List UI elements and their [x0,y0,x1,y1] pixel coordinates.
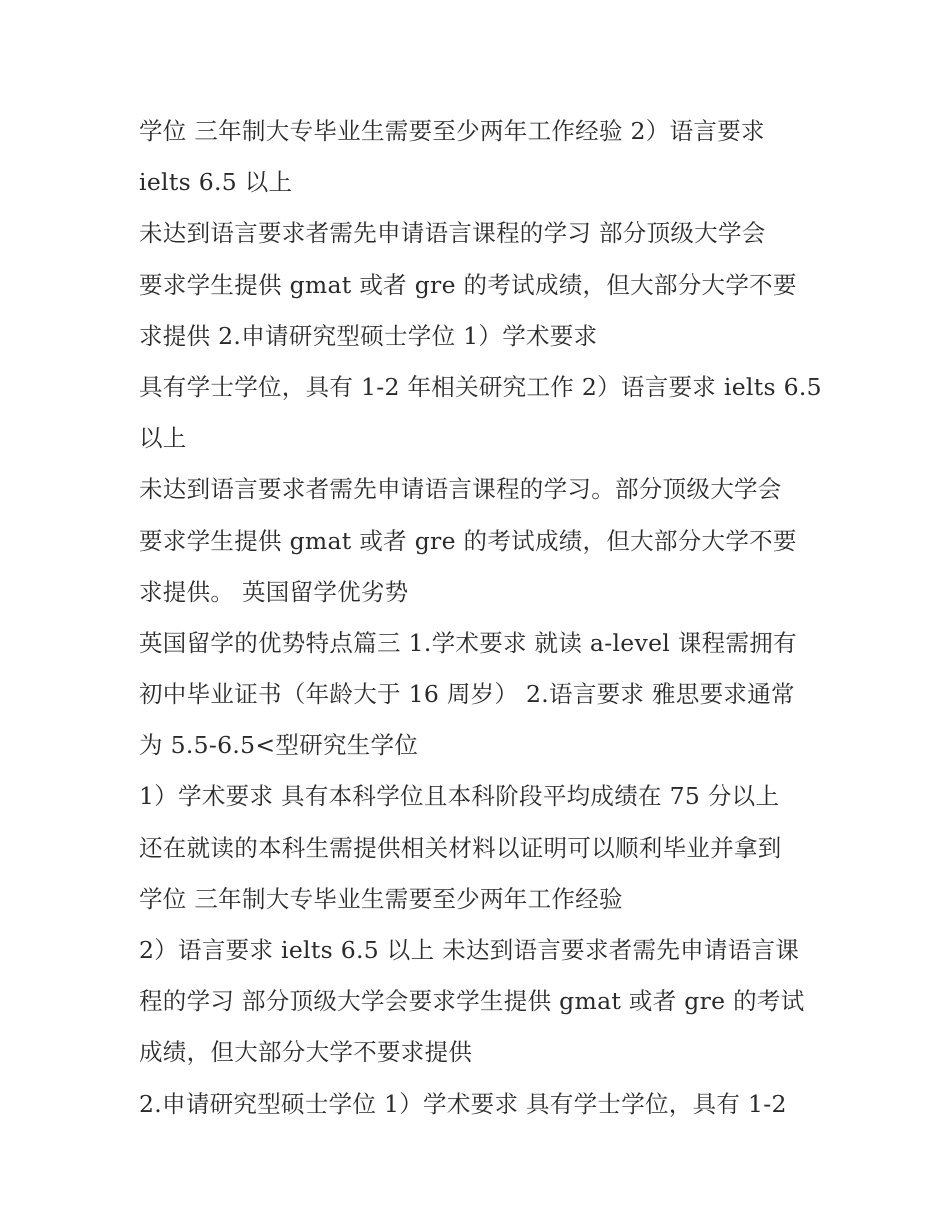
text-line: ielts 6.5 以上 [139,168,293,197]
text-line: 未达到语言要求者需先申请语言课程的学习。部分顶级大学会 [139,475,782,504]
text-line: 求提供 2.申请研究型硕士学位 1）学术要求 [139,321,598,350]
text-line: 1）学术要求 具有本科学位且本科阶段平均成绩在 75 分以上 [139,782,780,811]
text-line: 初中毕业证书（年龄大于 16 周岁） 2.语言要求 雅思要求通常 [139,680,795,709]
text-line: 2）语言要求 ielts 6.5 以上 未达到语言要求者需先申请语言课 [139,936,800,964]
text-line: 英国留学的优势特点篇三 1.学术要求 就读 a-level 课程需拥有 [139,628,797,657]
text-line: 成绩，但大部分大学不要求提供 [139,1038,473,1067]
text-line: 求提供。 英国留学优劣势 [139,577,409,606]
document-body [139,106,829,1130]
text-line: 要求学生提供 gmat 或者 gre 的考试成绩，但大部分大学不要 [139,526,797,555]
text-line: 学位 三年制大专毕业生需要至少两年工作经验 [139,884,623,913]
text-line: 未达到语言要求者需先申请语言课程的学习 部分顶级大学会 [139,219,766,248]
text-line: 还在就读的本科生需提供相关材料以证明可以顺利毕业并拿到 [139,833,782,862]
text-line: 以上 [139,424,187,453]
text-line: 具有学士学位，具有 1-2 年相关研究工作 2）语言要求 ielts 6.5 [139,372,822,401]
text-line: 要求学生提供 gmat 或者 gre 的考试成绩，但大部分大学不要 [139,270,797,299]
text-line: 程的学习 部分顶级大学会要求学生提供 gmat 或者 gre 的考试 [139,987,805,1016]
text-line: 为 5.5-6.5<型研究生学位 [139,731,419,760]
text-line: 2.申请研究型硕士学位 1）学术要求 具有学士学位，具有 1-2 [139,1089,787,1118]
text-line: 学位 三年制大专毕业生需要至少两年工作经验 2）语言要求 [139,117,765,145]
